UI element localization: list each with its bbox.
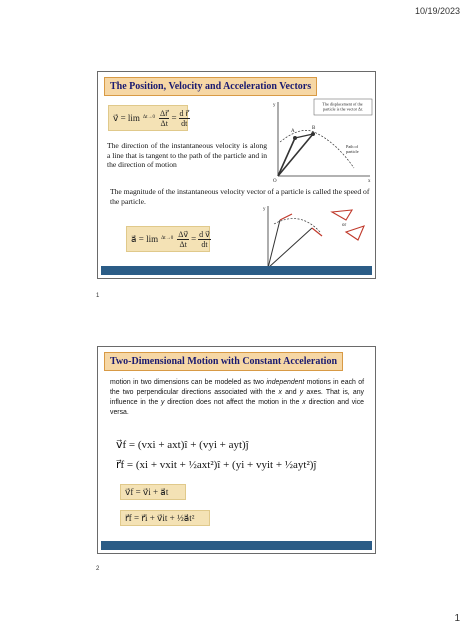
fig1-label-path: Path of particle bbox=[346, 144, 359, 154]
slide-2 bbox=[97, 346, 376, 554]
fig1-point-b bbox=[311, 132, 315, 136]
fig1-label-a: A bbox=[291, 129, 295, 134]
acceleration-equation bbox=[126, 226, 210, 252]
velocity-equation bbox=[108, 105, 188, 131]
fig1-label-b: B bbox=[312, 126, 316, 131]
velocity-eq-frac1: $\frac{\Delta r⃗}{\Delta t}$ bbox=[160, 108, 169, 128]
accel-eq-limit: Δt→0 bbox=[161, 236, 174, 241]
slide-2-footer-bar bbox=[101, 541, 372, 550]
fig1-label-o: O bbox=[273, 179, 277, 184]
fig1-label-x: x bbox=[368, 179, 371, 184]
slide-1-index: 1 bbox=[96, 293, 100, 299]
velocity-eq-lhs: v⃗ = lim bbox=[113, 112, 140, 123]
accel-eq-frac2: $\frac{\text{d v⃗}}{dt}$ bbox=[199, 229, 210, 249]
slide-1-footer-bar bbox=[101, 266, 372, 275]
accel-eq-frac1: $\frac{\Delta v⃗}{\Delta t}$ bbox=[178, 229, 189, 249]
fig2-ri-vector bbox=[268, 220, 280, 268]
velocity-eq-limit: Δt→0 bbox=[142, 115, 156, 120]
fig2-vi-vector bbox=[280, 214, 292, 220]
fig1-rf-vector bbox=[278, 134, 313, 176]
fig1-callout: The displacement of the particle is the vector Δr. bbox=[322, 101, 364, 112]
fig1-point-a bbox=[293, 136, 297, 140]
velocity-change-figure bbox=[260, 202, 372, 274]
magnitude-text: The magnitude of the instantaneous velocity vector of a particle is called the speed of the particle. bbox=[110, 187, 370, 206]
fig2-rf-vector bbox=[268, 228, 312, 268]
position-vector-equation: r⃗f = r⃗i + v⃗it + ½a⃗t² bbox=[120, 510, 210, 526]
fig1-label-y: y bbox=[273, 103, 276, 108]
direction-text: The direction of the instantaneous velocity is along a line that is tangent to the path of the particle and in the direction of motion bbox=[107, 141, 267, 170]
position-component-equation: r⃗f = (xi + vxit + ½axt²)î + (yi + vyit + ½ayt²)ĵ bbox=[116, 459, 317, 471]
fig2-triangle-1 bbox=[332, 210, 352, 220]
page-number: 1 bbox=[454, 613, 460, 624]
slide-1-title: The Position, Velocity and Acceleration Vectors bbox=[104, 77, 317, 96]
header-date: 10/19/2023 bbox=[414, 6, 460, 16]
velocity-component-equation: v⃗f = (vxi + axt)î + (vyi + ayt)ĵ bbox=[116, 439, 249, 451]
slide-1 bbox=[97, 71, 376, 279]
velocity-vector-equation: v⃗f = v⃗i + a⃗t bbox=[120, 484, 186, 500]
fig1-path bbox=[280, 130, 354, 168]
accel-eq-lhs: a⃗ = lim bbox=[131, 233, 159, 244]
fig2-label-or: or bbox=[342, 223, 347, 228]
velocity-eq-frac2: $\frac{\text{d r⃗}}{dt}$ bbox=[179, 108, 189, 128]
slide-2-index: 2 bbox=[96, 566, 100, 572]
fig2-triangle-2 bbox=[346, 226, 364, 240]
slide-2-title: Two-Dimensional Motion with Constant Acceleration bbox=[104, 352, 343, 371]
fig2-path bbox=[274, 219, 320, 232]
motion-paragraph: motion in two dimensions can be modeled as two independent motions in each of the two perpendicular directions associated with the x and y axes. That is, any influence in the y direction does not affect the motion in the x direction and vice versa. bbox=[110, 379, 364, 416]
fig2-label-y: y bbox=[263, 207, 266, 212]
velocity-eq-equals: = bbox=[171, 113, 177, 123]
accel-eq-equals: = bbox=[191, 234, 197, 244]
fig1-ri-vector bbox=[278, 138, 295, 176]
displacement-figure bbox=[270, 98, 374, 184]
